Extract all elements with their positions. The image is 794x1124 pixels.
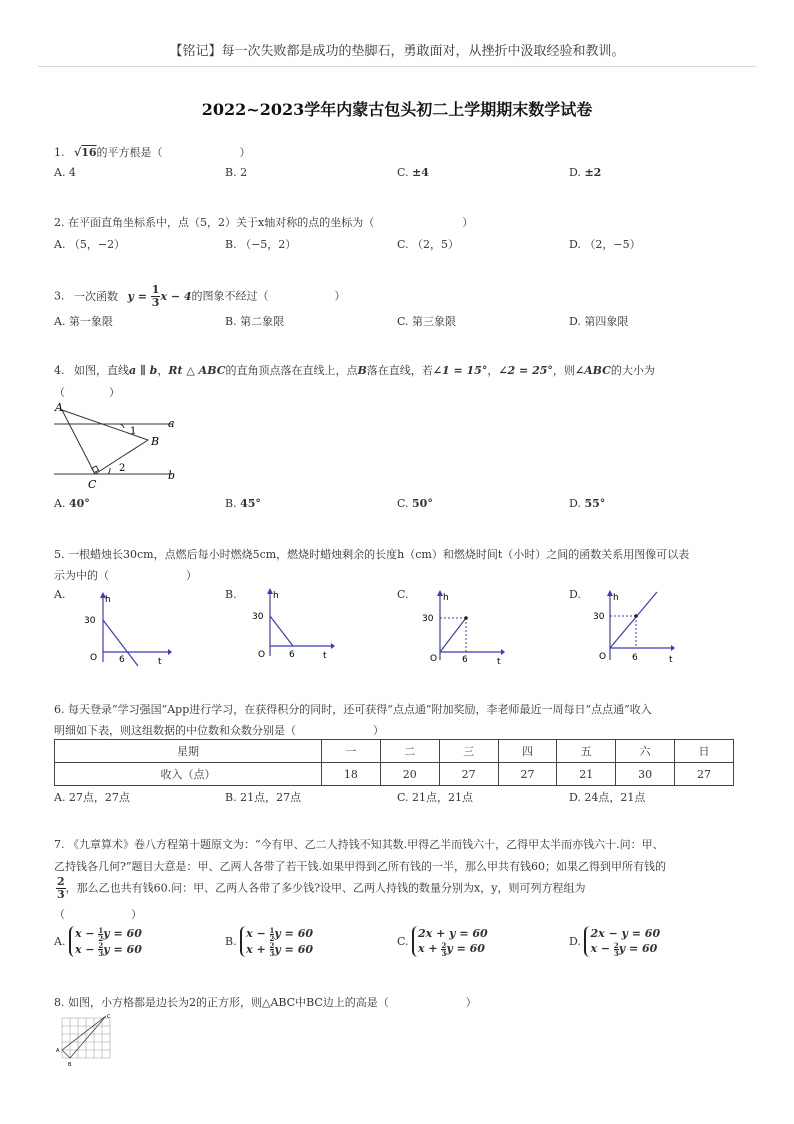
geometry-figure-q4 (50, 400, 190, 492)
table-cell: 20 (380, 763, 439, 786)
text: 落在直线，若 (366, 364, 433, 377)
table-cell: 30 (616, 763, 675, 786)
t-label: t (669, 655, 673, 665)
t-label: t (497, 657, 501, 667)
x-axis-arrow (168, 649, 172, 655)
math: ∠ABC (574, 364, 611, 377)
question-text: 一次函数 (74, 289, 118, 303)
option-d: D. （2，−5） (569, 238, 641, 251)
x-axis-arrow (671, 645, 675, 651)
table-cell: 27 (439, 763, 498, 786)
math: B (357, 364, 367, 377)
numerator: 2 (269, 941, 275, 950)
question-6-line-2: 明细如下表，则这组数据的中位数和众数分别是（ ） (54, 724, 384, 737)
question-5-line-1: 5. 一根蜡烛长30cm，点燃后每小时燃烧5cm，燃烧时蜡烛剩余的长度h（cm）和燃烧时间t（小时）之间的函数关系用图像可以表 (54, 548, 690, 561)
eq-part: x + (246, 942, 266, 956)
h-label: h (613, 593, 619, 603)
label-b: B (68, 1062, 72, 1068)
option-b: B. （−5，2） (225, 238, 297, 251)
question-2: 2. 在平面直角坐标系中，点（5，2）关于x轴对称的点的坐标为（ ） (54, 216, 474, 229)
option-letter: D. (569, 497, 581, 510)
option-d: D. 24点，21点 (569, 791, 646, 804)
equation-right: x − 4 (160, 289, 192, 303)
math: ∠1 = 15° (432, 364, 488, 377)
text: 的大小为 (610, 364, 655, 377)
table-cell: 18 (322, 763, 381, 786)
eq-part: x − (590, 942, 611, 955)
graph-option-b (245, 586, 341, 666)
label-angle-1: 1 (130, 426, 137, 437)
question-6-line-1: 6. 每天登录“学习强国”App进行学习，在获得积分的同时，还可获得“点点通”附加奖励，李老师最近一周每日“点点通”收入 (54, 703, 652, 716)
option-letter: C. (397, 166, 409, 179)
origin-label: O (90, 653, 98, 663)
graph-option-a (76, 590, 172, 670)
text: ， (487, 364, 499, 377)
label-line-b: b (168, 469, 176, 482)
label-angle-2: 2 (119, 463, 126, 474)
label-c: C (107, 1014, 111, 1020)
question-4 (54, 362, 655, 378)
option-c (397, 926, 488, 957)
option-a: A. （5，−2） (54, 238, 126, 251)
option-a: A. 4 (54, 166, 76, 179)
text: ，则 (552, 364, 575, 377)
x-tick-6: 6 (119, 655, 125, 665)
question-7-line-3 (56, 876, 585, 901)
question-3 (54, 284, 346, 309)
eq-part: y = 60 (103, 927, 142, 940)
option-letter: B. (225, 497, 237, 510)
option-value: 50° (412, 497, 433, 510)
graph-option-c (417, 588, 513, 668)
equation-system (584, 926, 660, 957)
option-letter: C. (397, 497, 409, 510)
income-table (54, 739, 734, 786)
h-label: h (443, 593, 449, 603)
y-tick-30: 30 (422, 614, 434, 624)
eq-part: y = 60 (274, 927, 313, 940)
option-letter: D. (569, 166, 581, 179)
sqrt-expression: √16 (74, 146, 97, 159)
numerator: 1 (98, 925, 104, 935)
option-b: B. 21点，27点 (225, 791, 302, 804)
table-row (55, 740, 734, 763)
table-cell: 六 (616, 740, 675, 763)
label-line-a: a (168, 417, 175, 430)
numerator: 1 (151, 283, 160, 296)
table-header-cell: 收入（点） (55, 763, 322, 786)
table-cell: 27 (675, 763, 734, 786)
eq-part: y = 60 (446, 942, 485, 955)
eq-part: y = 60 (274, 942, 313, 956)
numerator: 1 (269, 925, 275, 935)
origin-label: O (599, 652, 607, 662)
eq-part: 2x + y = 60 (418, 927, 488, 940)
h-label: h (273, 591, 279, 601)
question-number: 3. (54, 289, 65, 303)
eq-part: 2x − y = 60 (590, 927, 661, 940)
grid-lines (62, 1018, 110, 1058)
table-header-cell: 星期 (55, 740, 322, 763)
table-cell: 一 (322, 740, 381, 763)
denominator: 2 (269, 933, 275, 943)
option-d (569, 166, 601, 179)
option-c (397, 497, 433, 510)
origin-label: O (258, 650, 266, 660)
option-c: C. （2，5） (397, 238, 460, 251)
option-letter: C. (397, 934, 409, 948)
option-a: A. 第一象限 (54, 315, 113, 328)
question-7-line-2: 乙持钱各几何?”题目大意是：甲、乙两人各带了若干钱.如果甲得到乙所有钱的一半，那么甲共有钱60；如果乙得到甲所有钱的 (54, 860, 667, 873)
equation (127, 283, 192, 309)
graph-line (440, 618, 466, 652)
page-title: 2022~2023学年内蒙古包头初二上学期期末数学试卷 (201, 100, 593, 119)
table-cell: 日 (675, 740, 734, 763)
y-tick-30: 30 (84, 616, 96, 626)
question-5-line-2: 示为中的（ ） (54, 569, 197, 582)
answer-paren: （ ） (54, 386, 120, 399)
eq-part: y = 60 (103, 942, 142, 956)
option-b (225, 926, 313, 957)
table-cell: 21 (557, 763, 616, 786)
label-a-point: A (55, 401, 63, 414)
denominator: 3 (613, 948, 619, 958)
option-d: D. 第四象限 (569, 315, 629, 328)
y-tick-30: 30 (252, 612, 264, 622)
table-row (55, 763, 734, 786)
question-text: ，那么乙也共有钱60.问：甲、乙两人各带了多少钱?设甲、乙两人持钱的数量分别为x，y，则可列方程组为 (65, 881, 586, 895)
divider (38, 66, 756, 67)
option-a (54, 497, 90, 510)
marked-point (634, 614, 638, 618)
t-label: t (158, 657, 162, 667)
option-d (569, 497, 605, 510)
denominator: 3 (151, 296, 160, 309)
eq-part: x − (74, 942, 95, 956)
grid-figure-q8 (56, 1012, 116, 1070)
option-b: B. (225, 588, 237, 601)
table-cell: 三 (439, 740, 498, 763)
option-b: B. 第二象限 (225, 315, 285, 328)
option-a (54, 926, 142, 957)
question-8: 8. 如图，小方格都是边长为2的正方形，则△ABC中BC边上的高是（ ） (54, 996, 477, 1009)
numerator: 2 (57, 875, 65, 888)
t-label: t (323, 651, 327, 661)
equation-system (240, 926, 313, 957)
h-label: h (105, 595, 111, 605)
option-c: C. (397, 588, 409, 601)
math: a ∥ b (129, 364, 158, 377)
table-cell: 五 (557, 740, 616, 763)
text: 如图，直线 (74, 364, 129, 377)
option-c: C. 第三象限 (397, 315, 457, 328)
option-a: A. 27点，27点 (54, 791, 130, 804)
label-c-point: C (88, 478, 97, 491)
text: 的直角顶点落在直线上，点 (225, 364, 358, 377)
radicand: 16 (81, 146, 97, 159)
option-c (397, 166, 429, 179)
denominator: 3 (441, 948, 447, 958)
option-letter: D. (569, 934, 581, 948)
table-cell: 四 (498, 740, 557, 763)
end-point (464, 616, 468, 620)
x-tick-6: 6 (462, 655, 468, 665)
x-axis-arrow (331, 643, 335, 649)
angle-1-arc (120, 424, 124, 428)
question-1 (54, 144, 251, 160)
graph-option-d (589, 588, 685, 668)
numerator: 2 (441, 940, 447, 950)
eq-part: y = 60 (618, 942, 658, 955)
option-value: ±4 (412, 166, 429, 179)
question-text-end: 的图象不经过（ ） (191, 289, 346, 303)
table-cell: 27 (498, 763, 557, 786)
text: ， (157, 364, 169, 377)
x-tick-6: 6 (632, 653, 638, 663)
question-text: 的平方根是（ ） (96, 146, 251, 159)
triangle-abc (62, 410, 148, 474)
denominator: 3 (57, 888, 65, 901)
denominator: 2 (98, 933, 104, 943)
option-d: D. (569, 588, 581, 601)
math: ∠2 = 25° (498, 364, 553, 377)
x-axis-arrow (501, 649, 505, 655)
motto: 【铭记】每一次失败都是成功的垫脚石，勇敢面对，从挫折中汲取经验和教训。 (169, 44, 625, 59)
math: Rt △ ABC (168, 364, 226, 377)
right-angle-mark (92, 466, 99, 473)
question-7-line-1: 7. 《九章算术》卷八方程第十题原文为：“今有甲、乙二人持钱不知其数.甲得乙半而钱六十，乙得甲太半而亦钱六十.问：甲、 (54, 838, 664, 851)
fraction (56, 876, 66, 901)
eq-part: x − (74, 927, 95, 940)
label-a: A (56, 1048, 60, 1054)
option-b (225, 497, 261, 510)
option-letter: A. (54, 497, 66, 510)
option-value: ±2 (584, 166, 602, 179)
equation-system (412, 926, 488, 957)
equation-system (69, 926, 142, 957)
option-c: C. 21点，21点 (397, 791, 474, 804)
origin-label: O (430, 654, 438, 664)
option-b: B. 2 (225, 166, 248, 179)
y-tick-30: 30 (593, 612, 605, 622)
equation-left: y = (127, 289, 147, 303)
numerator: 2 (613, 940, 619, 950)
option-value: 55° (584, 497, 606, 510)
denominator: 3 (269, 949, 275, 958)
triangle-abc (62, 1016, 106, 1058)
numerator: 2 (98, 941, 104, 950)
table-cell: 二 (380, 740, 439, 763)
option-value: 45° (240, 497, 261, 510)
eq-part: x − (246, 927, 266, 940)
question-number: 1. (54, 146, 65, 159)
fraction (151, 284, 161, 309)
option-letter: A. (54, 935, 66, 948)
option-letter: B. (225, 935, 237, 948)
angle-2-arc (108, 468, 110, 474)
denominator: 3 (98, 949, 104, 958)
option-value: 40° (68, 497, 90, 510)
option-d (569, 926, 660, 957)
graph-line (270, 616, 293, 646)
label-b-point: B (151, 435, 160, 448)
eq-part: x + (418, 942, 438, 955)
answer-paren: （ ） (54, 908, 142, 921)
question-number: 4. (54, 364, 65, 377)
option-a: A. (54, 588, 66, 601)
x-tick-6: 6 (289, 650, 295, 660)
